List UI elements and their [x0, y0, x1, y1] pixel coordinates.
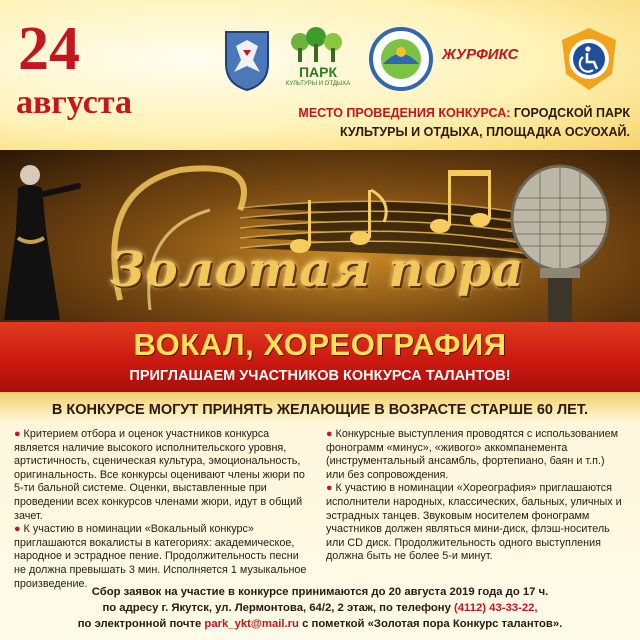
park-logo-subtext: КУЛЬТУРЫ И ОТДЫХА: [285, 81, 351, 87]
yakutsk-coat-of-arms-icon: [222, 26, 272, 92]
phone-number[interactable]: (4112) 43-33-22,: [454, 602, 538, 614]
paragraph-text: Конкурсные выступления проводятся с использованием фонограмм «минус», «живого» аккомпанемента (инструментальный ансамбль, фортепиано, баян и т.п.) или без сопровождения.: [326, 428, 619, 481]
email-label: по электронной почте: [77, 618, 202, 630]
paragraph-text: К участию в номинации «Хореография» приглашаются исполнители народных, классических, бальных, уличных и эстрадных танцев. Звуковым носителем фонограмм участников должен являться мини-диск, флэш-носитель или CD диск. Продолжительность одного выступления должна быть не более 5-и минут.: [326, 482, 622, 563]
paragraph-text: К участию в номинации «Вокальный конкурс» приглашаются вокалисты в категориях: академическое, народное и эстрадное пение. Продолжительность песни не должна превышать 3 мин. Исполняется 1 музыкальное произведение.: [14, 523, 307, 590]
round-emblem-icon: [368, 26, 434, 92]
rule-paragraph: [14, 523, 310, 591]
venue-label: МЕСТО ПРОВЕДЕНИЯ КОНКУРСА:: [298, 106, 511, 120]
headline: ВОКАЛ, ХОРЕОГРАФИЯ: [133, 327, 507, 362]
bullet-icon: ●: [14, 523, 21, 536]
accessibility-icon: [556, 26, 622, 92]
rule-paragraph: [326, 482, 622, 564]
bullet-icon: ●: [326, 482, 333, 495]
email-note: с пометкой «Золотая пора Конкурс талантов».: [302, 618, 563, 630]
top-banner: [0, 0, 640, 150]
footer-info: [0, 584, 640, 632]
microphone-icon: [512, 166, 608, 325]
address-text: по адресу г. Якутск, ул. Лермонтова, 64/2, 2 этаж, по телефону: [102, 602, 451, 614]
email-link[interactable]: park_ykt@mail.ru: [204, 618, 299, 630]
park-logo-text: ПАРК: [298, 64, 338, 80]
age-requirement: В КОНКУРСЕ МОГУТ ПРИНЯТЬ ЖЕЛАЮЩИЕ В ВОЗРАСТЕ СТАРШЕ 60 ЛЕТ.: [51, 402, 589, 418]
footer-deadline: Сбор заявок на участие в конкурсе принимаются до 20 августа 2019 года до 17 ч.: [91, 586, 549, 598]
footer-address: [0, 600, 640, 616]
scene-art: [0, 150, 640, 325]
paragraph-text: Критерием отбора и оценок участников конкурса является наличие высокого исполнительского уровня, артистичность, сценическая культура, эмоциональность, оригинальность. Все конкурсы оценивают члены жюри по 5-ти бальной системе. Оценки, выставленные при проведении всех конкурсов членами жюри, идут в общий зачет.: [14, 428, 305, 522]
footer-email: [0, 616, 640, 632]
rule-paragraph: [14, 428, 310, 523]
zhurfiks-logo: ЖУРФИКС: [442, 46, 519, 63]
logo-row: [222, 26, 622, 92]
left-column: [14, 428, 310, 591]
invite-line: ПРИГЛАШАЕМ УЧАСТНИКОВ КОНКУРСА ТАЛАНТОВ!: [129, 368, 511, 384]
rule-paragraph: [326, 428, 622, 482]
date-day: 24: [18, 15, 80, 83]
date-month: августа: [16, 84, 132, 121]
venue-text: [240, 104, 630, 142]
golden-scene: [0, 150, 640, 325]
dancer-figure-icon: [4, 165, 78, 320]
event-title: Золотая пора: [110, 242, 525, 298]
bullet-icon: ●: [14, 428, 21, 440]
venue-place: ГОРОДСКОЙ ПАРК КУЛЬТУРЫ И ОТДЫХА, ПЛОЩАДКА ОСУОХАЙ.: [339, 106, 630, 139]
right-column: [326, 428, 622, 564]
bullet-icon: ●: [326, 428, 333, 440]
